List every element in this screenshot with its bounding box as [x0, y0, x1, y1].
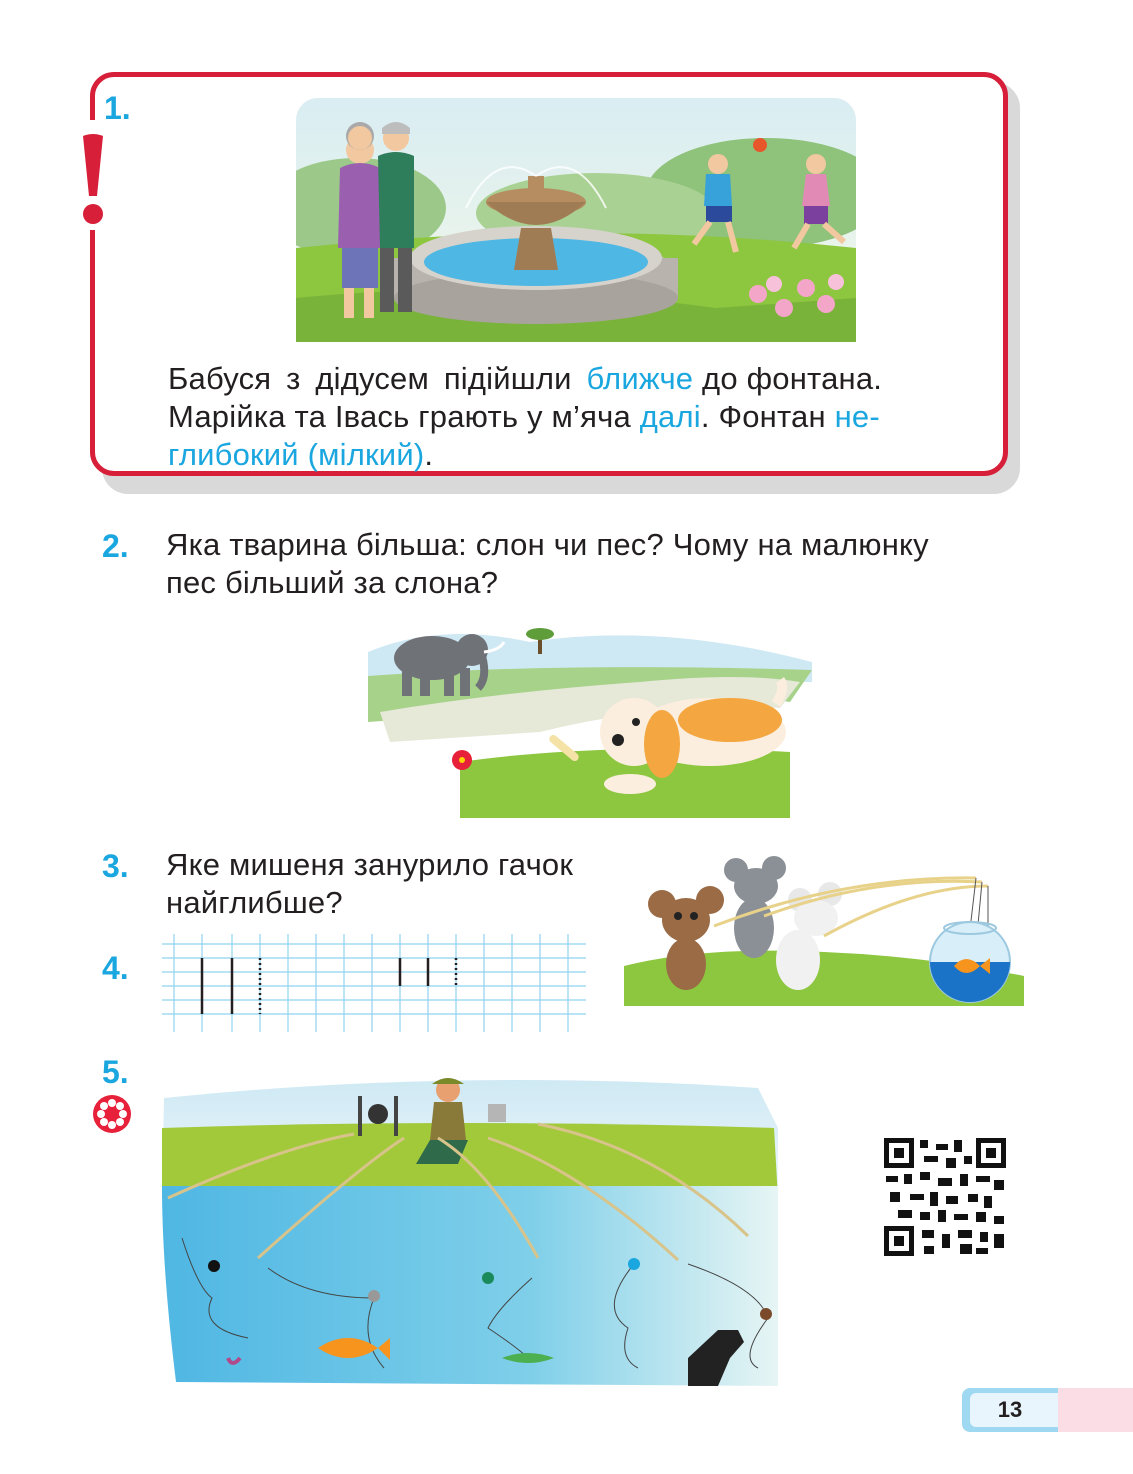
task2-line2: пес більший за слона? [166, 565, 499, 600]
elephant-dog-illustration [360, 612, 816, 818]
writing-grid [162, 934, 586, 1032]
word-dali: далі [639, 399, 701, 434]
task4-number: 4. [102, 950, 129, 986]
float-blue [628, 1258, 640, 1270]
task2-number: 2. [102, 528, 129, 564]
fishing-lake-illustration [158, 1068, 782, 1386]
task1-line3-text-b: . [424, 437, 434, 472]
flower-badge-icon [92, 1094, 132, 1134]
word-ne: не- [834, 399, 880, 434]
bucket [488, 1104, 506, 1122]
exclamation-mark-icon [80, 132, 106, 226]
task1-number: 1. [104, 90, 131, 126]
task1-line2-text-a: Марійка та Івась грають у м’яча [168, 399, 640, 434]
task3-line2: найглибше? [166, 885, 343, 920]
task1-line1-text-c: до фонтана. [693, 361, 883, 396]
float-brown [760, 1308, 772, 1320]
page-number: 13 [997, 1397, 1023, 1422]
fish-bowl [930, 922, 1010, 1002]
word-hlybokyi: глибокий (мілкий) [168, 437, 425, 472]
float-grey [368, 1290, 380, 1302]
task3-number: 3. [102, 848, 129, 884]
task5-number: 5. [102, 1054, 129, 1090]
task1-line2 [168, 398, 968, 436]
page-tab-pink [1058, 1388, 1133, 1432]
mice-fishing-illustration [624, 856, 1024, 1006]
float-black [208, 1260, 220, 1272]
task1-line3 [168, 436, 433, 474]
task2-line1: Яка тварина більша: слон чи пес? Чому на малюнку [166, 527, 929, 562]
task3-line1: Яке мишеня занурило гачок [166, 847, 574, 882]
task1-line2-text-c: . Фонтан [700, 399, 835, 434]
task1-line1-text-a: Бабуся з дідусем підійшли [168, 361, 587, 396]
word-blizhche: ближче [586, 361, 694, 396]
float-green [482, 1272, 494, 1284]
red-flower [452, 750, 472, 770]
park-fountain-illustration [296, 98, 856, 342]
qr-code[interactable] [884, 1138, 1006, 1256]
grey-mouse [724, 856, 786, 958]
task1-line1 [168, 360, 968, 398]
